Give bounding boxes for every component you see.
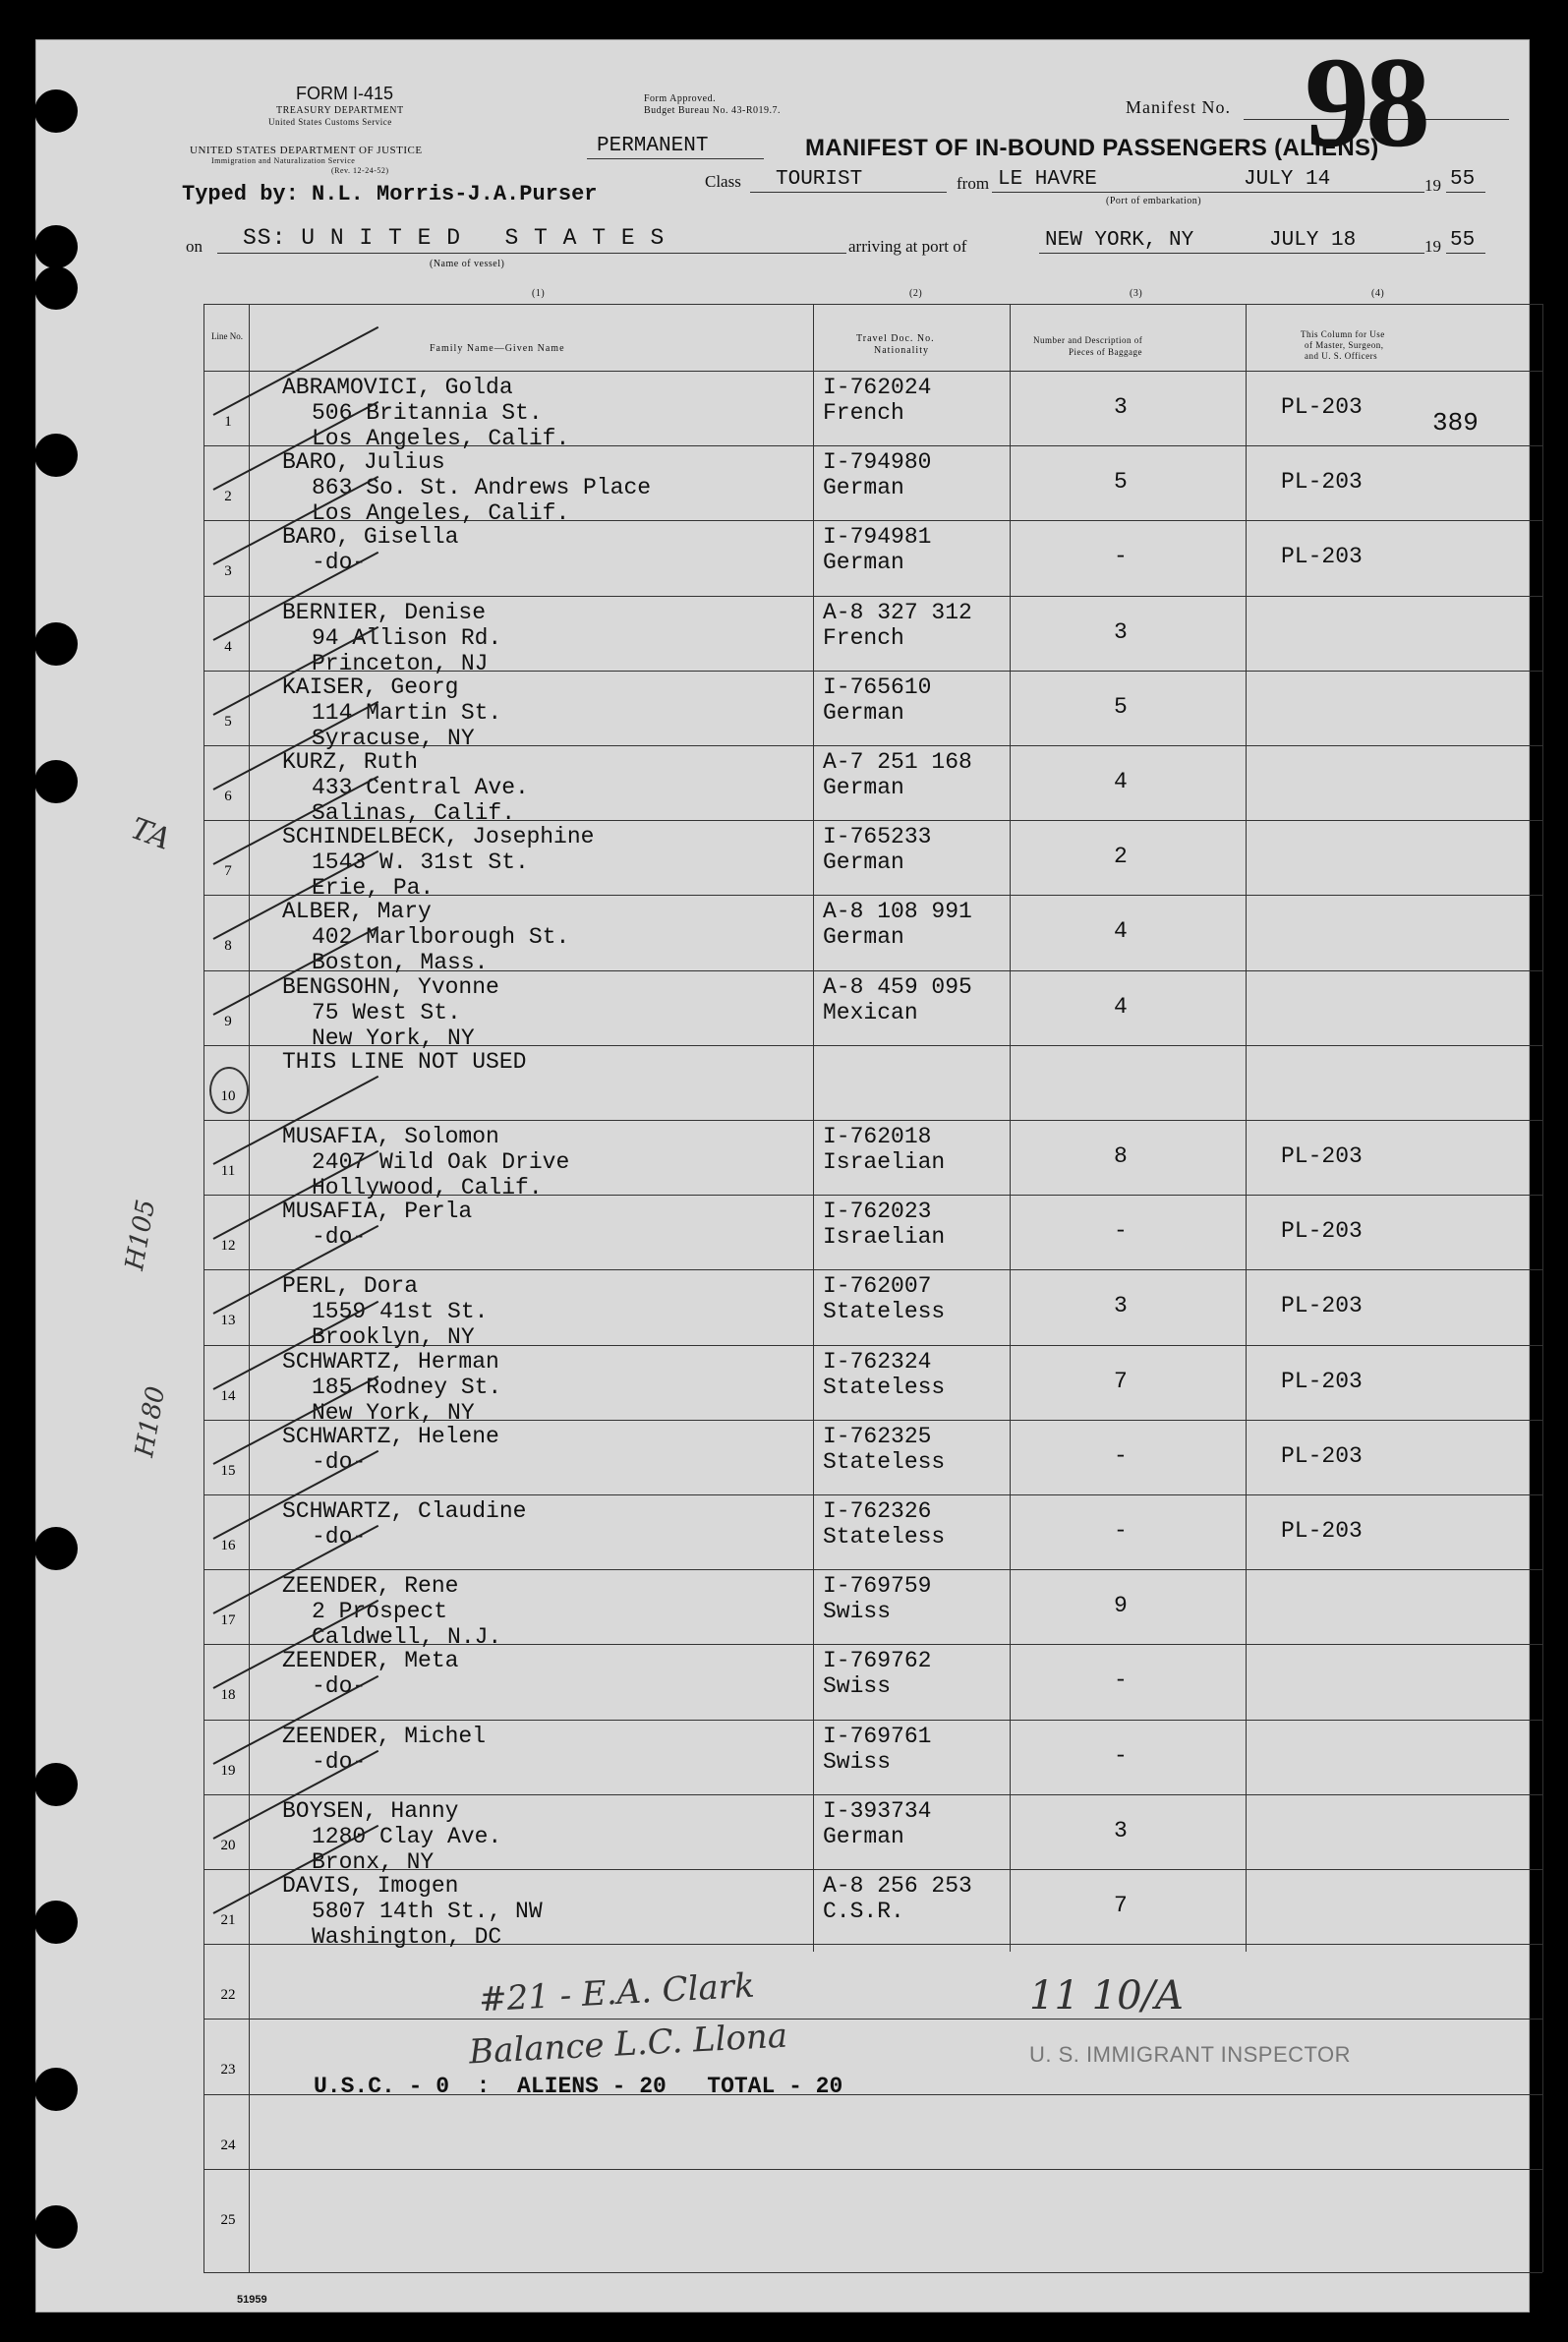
port-arrival: NEW YORK, NY bbox=[1045, 229, 1194, 252]
totals-line: U.S.C. - 0 : ALIENS - 20 TOTAL - 20 bbox=[314, 2074, 843, 2099]
nationality: German bbox=[823, 699, 904, 726]
header-baggage-2: Pieces of Baggage bbox=[1069, 347, 1142, 357]
travel-doc-no: I-762023 bbox=[823, 1199, 932, 1225]
officer-code: PL-203 bbox=[1281, 1442, 1363, 1469]
col-num-1: (1) bbox=[532, 288, 546, 299]
baggage-count: 9 bbox=[1114, 1593, 1128, 1619]
passenger-name: BOYSEN, Hanny bbox=[282, 1797, 459, 1824]
officer-code: PL-203 bbox=[1281, 1368, 1363, 1394]
arrival-year-prefix: 19 bbox=[1424, 237, 1441, 256]
row-divider bbox=[203, 1494, 1542, 1495]
line-number: 6 bbox=[224, 789, 232, 804]
nationality: French bbox=[823, 400, 904, 426]
ins-service: Immigration and Naturalization Service bbox=[211, 156, 356, 165]
vessel-name: SS: U N I T E D S T A T E S bbox=[243, 225, 666, 251]
line-number: 19 bbox=[220, 1762, 236, 1779]
treasury-dept: TREASURY DEPARTMENT bbox=[276, 105, 404, 116]
nationality: Israelian bbox=[823, 1149, 946, 1175]
line-number: 14 bbox=[220, 1387, 236, 1404]
baggage-count: - bbox=[1114, 1742, 1128, 1769]
passenger-name: BARO, Julius bbox=[282, 449, 445, 476]
baggage-count: - bbox=[1114, 1218, 1128, 1245]
line-number: 22 bbox=[220, 1987, 236, 2004]
on-label: on bbox=[186, 237, 203, 256]
arriving-label: arriving at port of bbox=[848, 237, 967, 256]
passenger-city: Bronx, NY bbox=[312, 1848, 435, 1875]
travel-doc-no: I-762018 bbox=[823, 1124, 932, 1149]
baggage-count: - bbox=[1114, 1668, 1128, 1694]
row-divider bbox=[203, 1269, 1542, 1270]
passenger-city: Los Angeles, Calif. bbox=[312, 426, 570, 451]
manifest-page bbox=[35, 29, 1530, 2313]
baggage-count: - bbox=[1114, 1442, 1128, 1469]
passenger-address: 5807 14th St., NW bbox=[312, 1899, 543, 1924]
line-number: 9 bbox=[224, 1013, 232, 1029]
baggage-count: 4 bbox=[1114, 769, 1128, 794]
baggage-count: 3 bbox=[1114, 394, 1128, 420]
row-divider bbox=[203, 1569, 1542, 1570]
header-officers-2: of Master, Surgeon, bbox=[1305, 340, 1384, 350]
nationality: Stateless bbox=[823, 1524, 946, 1550]
passenger-name: ZEENDER, Rene bbox=[282, 1573, 459, 1600]
passenger-name: KAISER, Georg bbox=[282, 673, 459, 700]
baggage-count: 8 bbox=[1114, 1143, 1128, 1169]
officer-code: PL-203 bbox=[1281, 1218, 1363, 1245]
passenger-city: Syracuse, NY bbox=[312, 725, 475, 751]
officer-code: PL-203 bbox=[1281, 1143, 1363, 1169]
baggage-count: 5 bbox=[1114, 469, 1128, 496]
passenger-name: BENGSOHN, Yvonne bbox=[282, 973, 499, 1000]
margin-note: H180 bbox=[130, 1383, 172, 1460]
port-from: LE HAVRE bbox=[998, 168, 1097, 191]
passenger-city: Hollywood, Calif. bbox=[312, 1175, 543, 1200]
passenger-city: Los Angeles, Calif. bbox=[312, 500, 570, 527]
officer-code: PL-203 bbox=[1281, 469, 1363, 496]
passenger-address: 1280 Clay Ave. bbox=[312, 1823, 502, 1849]
line-number: 2 bbox=[224, 489, 232, 505]
from-label: from bbox=[957, 174, 990, 193]
table-bottom-border bbox=[203, 2272, 1542, 2273]
line-number: 21 bbox=[220, 1912, 236, 1928]
nationality: Swiss bbox=[823, 1673, 892, 1700]
form-number: FORM I-415 bbox=[296, 84, 394, 103]
passenger-city: New York, NY bbox=[312, 1025, 475, 1051]
passenger-address: 94 Allison Rd. bbox=[312, 624, 502, 651]
header-bottom-border bbox=[203, 371, 1542, 372]
col-divider bbox=[1246, 304, 1247, 1952]
passenger-name: MUSAFIA, Perla bbox=[282, 1199, 473, 1225]
handwritten-date: 11 10/A bbox=[1029, 1973, 1184, 2019]
vessel-caption: (Name of vessel) bbox=[430, 259, 505, 269]
year-value: 55 bbox=[1450, 168, 1476, 191]
inspector-stamp: U. S. IMMIGRANT INSPECTOR bbox=[1029, 2042, 1352, 2067]
travel-doc-no: I-762325 bbox=[823, 1423, 932, 1449]
header-name: Family Name—Given Name bbox=[430, 343, 565, 354]
passenger-address: 863 So. St. Andrews Place bbox=[312, 475, 652, 501]
travel-doc-no: I-393734 bbox=[823, 1797, 932, 1824]
budget-bureau: Budget Bureau No. 43-R019.7. bbox=[644, 105, 781, 116]
class-label: Class bbox=[705, 172, 741, 191]
baggage-count: 3 bbox=[1114, 618, 1128, 645]
year-prefix: 19 bbox=[1424, 176, 1441, 195]
table-top-border bbox=[203, 304, 1542, 305]
passenger-city: Princeton, NJ bbox=[312, 650, 489, 676]
passenger-address: 114 Martin St. bbox=[312, 699, 502, 726]
line-number: 13 bbox=[220, 1313, 236, 1329]
passenger-address: 2407 Wild Oak Drive bbox=[312, 1149, 570, 1175]
line-number: 5 bbox=[224, 713, 232, 730]
col-divider bbox=[1542, 304, 1543, 2272]
nationality: German bbox=[823, 924, 904, 951]
line-number: 11 bbox=[220, 1163, 236, 1179]
arrival-year: 55 bbox=[1450, 229, 1476, 252]
arrival-date: JULY 18 bbox=[1269, 229, 1357, 252]
travel-doc-no: I-769762 bbox=[823, 1648, 932, 1674]
passenger-name: BARO, Gisella bbox=[282, 524, 459, 551]
col-divider bbox=[203, 304, 204, 2272]
travel-doc-no: I-769761 bbox=[823, 1723, 932, 1749]
passenger-name: ABRAMOVICI, Golda bbox=[282, 375, 513, 400]
passenger-address: 402 Marlborough St. bbox=[312, 924, 570, 951]
line-number: 1 bbox=[224, 414, 232, 430]
nationality: French bbox=[823, 624, 904, 651]
nationality: C.S.R. bbox=[823, 1899, 904, 1924]
travel-doc-no: A-8 459 095 bbox=[823, 973, 972, 1000]
port-embarkation-caption: (Port of embarkation) bbox=[1106, 196, 1202, 206]
passenger-name: KURZ, Ruth bbox=[282, 749, 419, 775]
nationality: Mexican bbox=[823, 999, 918, 1025]
line-number: 20 bbox=[220, 1837, 236, 1853]
baggage-count: 7 bbox=[1114, 1368, 1128, 1394]
passenger-address: 185 Rodney St. bbox=[312, 1374, 502, 1400]
passenger-address: 433 Central Ave. bbox=[312, 775, 529, 800]
passenger-name: SCHWARTZ, Helene bbox=[282, 1423, 499, 1449]
nationality: German bbox=[823, 1823, 904, 1849]
manifest-number: 98 bbox=[1305, 29, 1426, 174]
passenger-city: Caldwell, N.J. bbox=[312, 1624, 502, 1651]
passenger-name: DAVIS, Imogen bbox=[282, 1873, 459, 1899]
officer-code: PL-203 bbox=[1281, 544, 1363, 570]
typed-by: Typed by: N.L. Morris-J.A.Purser bbox=[182, 182, 598, 206]
manifest-no-label: Manifest No. bbox=[1126, 97, 1231, 117]
passenger-name: ZEENDER, Michel bbox=[282, 1723, 487, 1749]
row-divider bbox=[203, 2019, 1542, 2020]
class-value: TOURIST bbox=[776, 168, 863, 191]
row-divider bbox=[203, 2169, 1542, 2170]
passenger-city: Washington, DC bbox=[312, 1924, 502, 1950]
passenger-address: -do- bbox=[312, 1673, 367, 1700]
passenger-name: SCHWARTZ, Herman bbox=[282, 1348, 499, 1375]
side-number: 389 bbox=[1432, 408, 1479, 438]
nationality: Israelian bbox=[823, 1224, 946, 1251]
header-line-no: Line No. bbox=[211, 331, 243, 341]
form-revision: (Rev. 12-24-52) bbox=[331, 166, 389, 175]
baggage-count: 5 bbox=[1114, 693, 1128, 720]
passenger-city: Brooklyn, NY bbox=[312, 1324, 475, 1351]
passenger-city: Salinas, Calif. bbox=[312, 800, 516, 826]
nationality: Stateless bbox=[823, 1374, 946, 1400]
departure-date: JULY 14 bbox=[1244, 168, 1331, 191]
travel-doc-no: I-794981 bbox=[823, 524, 932, 551]
footer-code: 51959 bbox=[237, 2294, 267, 2306]
travel-doc-no: A-8 108 991 bbox=[823, 899, 972, 925]
customs-service: United States Customs Service bbox=[268, 117, 392, 127]
baggage-count: 3 bbox=[1114, 1817, 1128, 1844]
passenger-address: -do- bbox=[312, 1448, 367, 1475]
passenger-name: BERNIER, Denise bbox=[282, 599, 487, 625]
officer-code: PL-203 bbox=[1281, 1518, 1363, 1544]
passenger-name: THIS LINE NOT USED bbox=[282, 1048, 527, 1075]
row-divider bbox=[203, 596, 1542, 597]
line-circle-mark bbox=[209, 1067, 249, 1114]
travel-doc-no: I-762324 bbox=[823, 1348, 932, 1375]
header-officers: This Column for Use bbox=[1301, 329, 1385, 339]
nationality: Swiss bbox=[823, 1599, 892, 1625]
nationality: Stateless bbox=[823, 1448, 946, 1475]
line-number: 15 bbox=[220, 1462, 236, 1479]
passenger-address: -do- bbox=[312, 1524, 367, 1550]
line-number: 7 bbox=[224, 863, 232, 880]
passenger-address: 2 Prospect bbox=[312, 1599, 448, 1625]
nationality: German bbox=[823, 475, 904, 501]
baggage-count: 4 bbox=[1114, 993, 1128, 1020]
travel-doc-no: A-8 327 312 bbox=[823, 599, 972, 625]
nationality: German bbox=[823, 849, 904, 876]
line-number: 16 bbox=[220, 1538, 236, 1553]
baggage-count: 7 bbox=[1114, 1893, 1128, 1918]
header-nationality: Nationality bbox=[874, 345, 929, 356]
justice-dept: UNITED STATES DEPARTMENT OF JUSTICE bbox=[190, 145, 423, 156]
manifest-title: MANIFEST OF IN-BOUND PASSENGERS (ALIENS) bbox=[805, 135, 1379, 161]
line-number: 23 bbox=[220, 2062, 236, 2079]
baggage-count: 4 bbox=[1114, 918, 1128, 945]
line-number: 24 bbox=[220, 2137, 236, 2153]
travel-doc-no: A-7 251 168 bbox=[823, 749, 972, 775]
nationality: German bbox=[823, 775, 904, 800]
nationality: German bbox=[823, 550, 904, 576]
manifest-table bbox=[36, 40, 1529, 2312]
travel-doc-no: I-794980 bbox=[823, 449, 932, 476]
header-doc: Travel Doc. No. bbox=[856, 333, 935, 344]
passenger-city: Erie, Pa. bbox=[312, 875, 435, 902]
officer-code: PL-203 bbox=[1281, 1293, 1363, 1319]
travel-doc-no: I-762024 bbox=[823, 375, 932, 400]
row-divider bbox=[203, 1120, 1542, 1121]
passenger-city: New York, NY bbox=[312, 1399, 475, 1426]
passenger-name: ALBER, Mary bbox=[282, 899, 432, 925]
row-divider bbox=[203, 1720, 1542, 1721]
margin-note: H105 bbox=[120, 1197, 162, 1273]
line-number: 12 bbox=[220, 1238, 236, 1255]
line-number: 17 bbox=[220, 1612, 236, 1629]
passenger-address: 75 West St. bbox=[312, 999, 461, 1025]
col-divider bbox=[813, 304, 814, 1952]
officer-code: PL-203 bbox=[1281, 394, 1363, 420]
col-num-2: (2) bbox=[909, 288, 923, 299]
line-number: 25 bbox=[220, 2211, 236, 2228]
passenger-address: 1543 W. 31st St. bbox=[312, 849, 529, 876]
line-number: 3 bbox=[224, 563, 232, 580]
passenger-address: 1559 41st St. bbox=[312, 1299, 489, 1325]
passenger-name: SCHINDELBECK, Josephine bbox=[282, 824, 595, 850]
travel-doc-no: I-765610 bbox=[823, 673, 932, 700]
passenger-name: PERL, Dora bbox=[282, 1273, 419, 1300]
travel-doc-no: A-8 256 253 bbox=[823, 1873, 972, 1899]
passenger-name: MUSAFIA, Solomon bbox=[282, 1124, 499, 1149]
handwritten-clearance: #21 - E.A. Clark bbox=[478, 1965, 756, 2020]
baggage-count: 2 bbox=[1114, 844, 1128, 870]
status-permanent: PERMANENT bbox=[597, 135, 709, 157]
baggage-count: - bbox=[1114, 1518, 1128, 1544]
col-num-3: (3) bbox=[1130, 288, 1143, 299]
handwritten-balance: Balance L.C. Llona bbox=[468, 2016, 788, 2073]
travel-doc-no: I-765233 bbox=[823, 824, 932, 850]
travel-doc-no: I-769759 bbox=[823, 1573, 932, 1600]
nationality: Swiss bbox=[823, 1748, 892, 1775]
header-baggage: Number and Description of bbox=[1033, 335, 1143, 345]
passenger-city: Boston, Mass. bbox=[312, 950, 489, 976]
header-officers-3: and U. S. Officers bbox=[1305, 351, 1378, 361]
line-number: 18 bbox=[220, 1687, 236, 1704]
row-divider bbox=[203, 1794, 1542, 1795]
passenger-name: SCHWARTZ, Claudine bbox=[282, 1498, 527, 1524]
line-number: 10 bbox=[220, 1087, 236, 1104]
margin-note: TA bbox=[126, 811, 175, 857]
travel-doc-no: I-762326 bbox=[823, 1498, 932, 1524]
passenger-address: -do- bbox=[312, 1224, 367, 1251]
passenger-address: 506 Britannia St. bbox=[312, 400, 543, 426]
baggage-count: - bbox=[1114, 544, 1128, 570]
col-num-4: (4) bbox=[1371, 288, 1385, 299]
line-number: 4 bbox=[224, 638, 232, 655]
baggage-count: 3 bbox=[1114, 1293, 1128, 1319]
col-divider bbox=[249, 304, 250, 2272]
passenger-name: ZEENDER, Meta bbox=[282, 1648, 459, 1674]
nationality: Stateless bbox=[823, 1299, 946, 1325]
travel-doc-no: I-762007 bbox=[823, 1273, 932, 1300]
form-approved: Form Approved. bbox=[644, 93, 717, 104]
passenger-address: -do- bbox=[312, 1748, 367, 1775]
passenger-address: -do- bbox=[312, 550, 367, 576]
line-number: 8 bbox=[224, 938, 232, 955]
col-divider bbox=[1010, 304, 1011, 1952]
